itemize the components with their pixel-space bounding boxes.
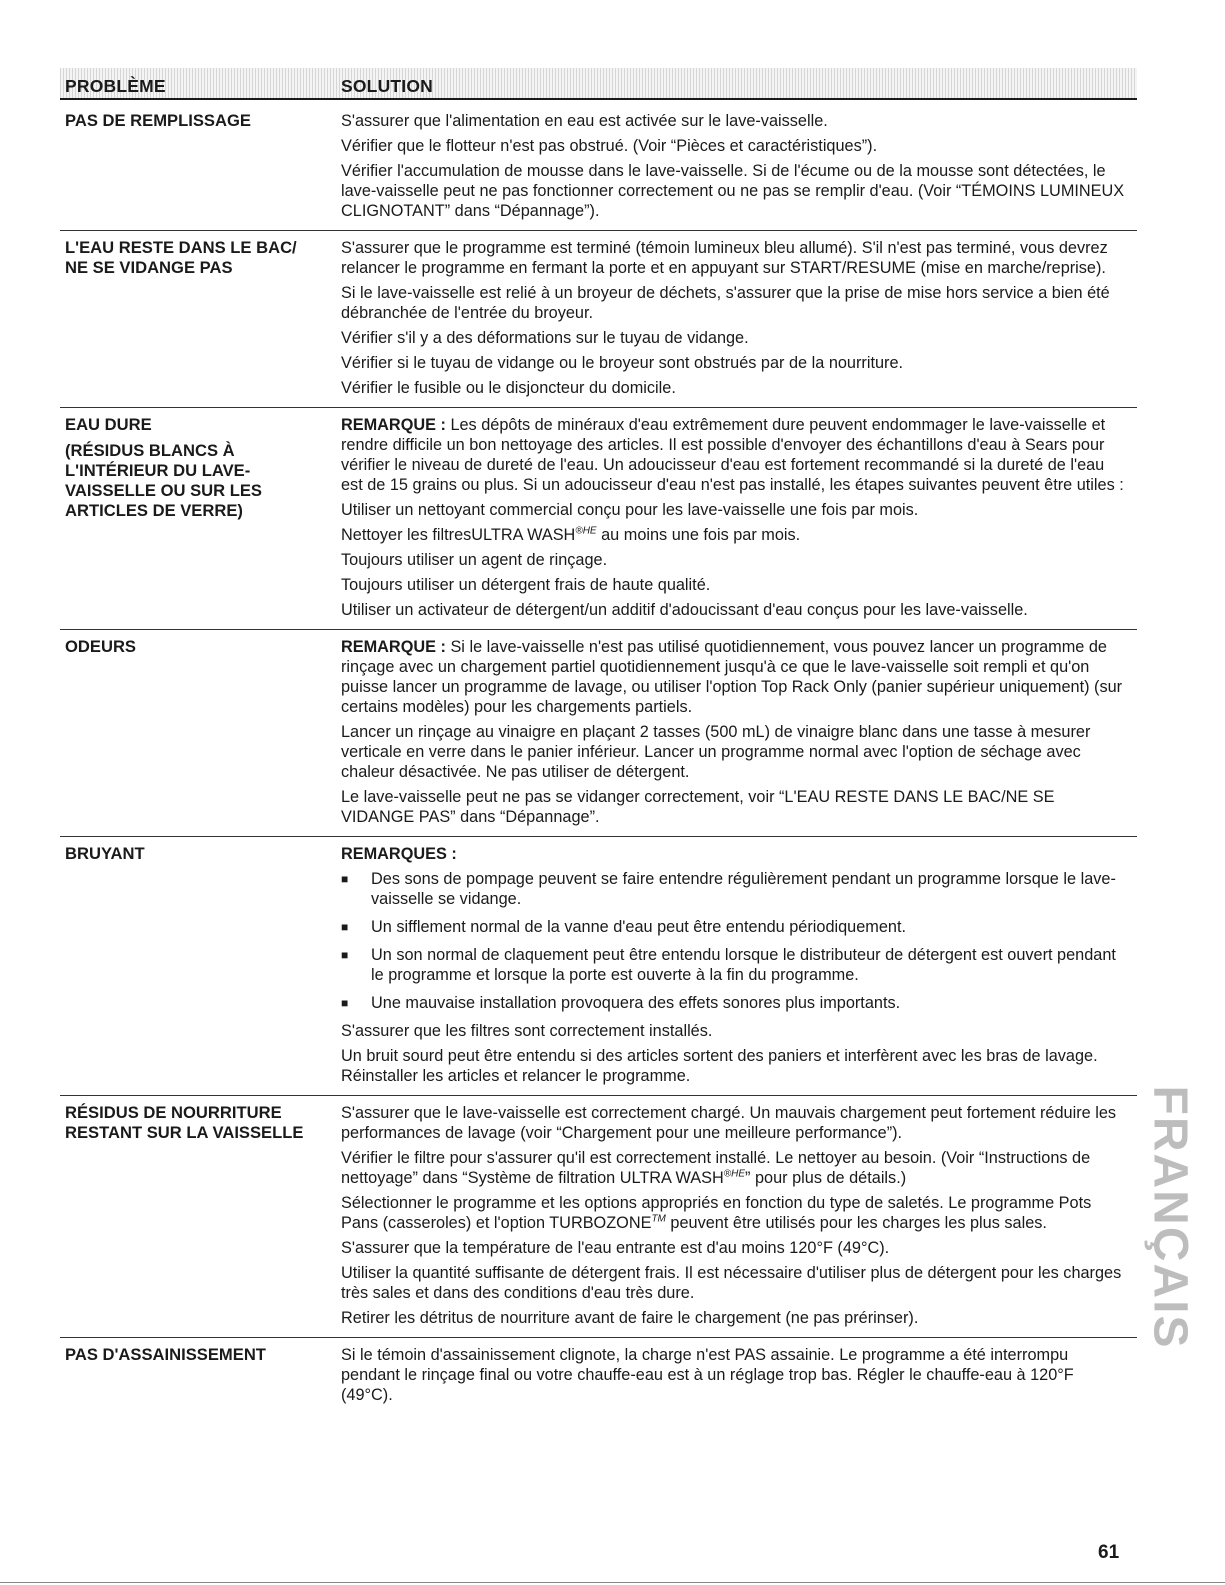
solution-paragraph: Si le témoin d'assainissement clignote, la charge n'est PAS assainie. Le programme a été interrompu pendant le rinçage final ou votre chauffe-eau est à un réglage trop bas. Régler le chauffe-eau à 120°F (49°C). (341, 1346, 1074, 1404)
troubleshooting-table (60, 111, 1137, 1421)
note-text: Les dépôts de minéraux d'eau extrêmement dure peuvent endommager le lave-vaisselle et rendre difficile un bon nettoyage des articles. Il est possible d'envoyer des échantillons d'eau à Sears pour vérifier le niveau de dureté de l'eau. Un adoucisseur d'eau est fortement recommandé si la dureté de l'eau est de 15 grains ou plus. Si un adoucisseur d'eau n'est pas installé, les étapes suivantes peuvent être utiles : (341, 416, 1124, 494)
solution-paragraph: Vérifier si le tuyau de vidange ou le broyeur sont obstrués par de la nourriture. (341, 354, 904, 372)
list-item: ■ Un sifflement normal de la vanne d'eau peut être entendu périodiquement. (341, 917, 1129, 937)
problem-cell (60, 1103, 341, 1333)
solution-paragraph: Utiliser un nettoyant commercial conçu pour les lave-vaisselle une fois par mois. (341, 501, 919, 519)
problem-cell (60, 1345, 341, 1410)
solution-cell (341, 238, 1137, 403)
problem-cell (60, 238, 341, 403)
list-item: ■ Des sons de pompage peuvent se faire entendre régulièrement pendant un programme lorsque le lave-vaisselle se vidange. (341, 869, 1129, 909)
text-fragment: Vérifier le filtre pour s'assurer qu'il est correctement installé. Le nettoyer au besoin. (Voir “Instructions de nettoyage” dans “Système de filtration ULTRA WASH (341, 1149, 1091, 1187)
notes-list (341, 869, 1129, 1013)
problem-subtitle: (RÉSIDUS BLANCS À L'INTÉRIEUR DU LAVE-VAISSELLE OU SUR LES ARTICLES DE VERRE) (65, 441, 263, 520)
notes-heading: REMARQUES : (341, 845, 457, 863)
list-item: ■ Une mauvaise installation provoquera des effets sonores plus importants. (341, 993, 1129, 1013)
solution-paragraph: Un bruit sourd peut être entendu si des articles sortent des paniers et interfèrent avec les bras de lavage. Réinstaller les articles et relancer le programme. (341, 1047, 1098, 1085)
table-row (60, 1345, 1137, 1414)
solution-paragraph: Utiliser la quantité suffisante de détergent frais. Il est nécessaire d'utiliser plus de détergent pour les charges très sales et dans des conditions d'eau très dure. (341, 1264, 1122, 1302)
solution-paragraph (341, 1148, 1129, 1188)
table-row (60, 238, 1137, 408)
solution-paragraph: Si le lave-vaisselle est relié à un broyeur de déchets, s'assurer que la prise de mise hors service a bien été débranchée de l'entrée du broyeur. (341, 284, 1110, 322)
solution-paragraph: Vérifier s'il y a des déformations sur le tuyau de vidange. (341, 329, 749, 347)
list-item: ■ Un son normal de claquement peut être entendu lorsque le distributeur de détergent est ouvert pendant le programme et lorsque la porte est ouverte à la fin du programme. (341, 945, 1129, 985)
problem-cell (60, 415, 341, 625)
solution-paragraph: Utiliser un activateur de détergent/un additif d'adoucissant d'eau conçus pour les lave-vaisselle. (341, 601, 1028, 619)
solution-paragraph (341, 525, 1129, 545)
solution-paragraph: S'assurer que l'alimentation en eau est activée sur le lave-vaisselle. (341, 112, 828, 130)
solution-cell (341, 637, 1137, 832)
bottom-divider (0, 1582, 1225, 1583)
solution-cell (341, 415, 1137, 625)
problem-cell (60, 111, 341, 226)
text-fragment: ” pour plus de détails.) (745, 1169, 907, 1187)
table-header (60, 68, 1137, 100)
table-row (60, 844, 1137, 1096)
table-row (60, 1103, 1137, 1338)
solution-paragraph: Retirer les détritus de nourriture avant de faire le chargement (ne pas prérinser). (341, 1309, 919, 1327)
problem-column-header: PROBLÈME (65, 76, 166, 96)
solution-paragraph: Vérifier le fusible ou le disjoncteur du domicile. (341, 379, 676, 397)
text-fragment: Nettoyer les filtresULTRA WASH (341, 526, 576, 544)
solution-paragraph: Toujours utiliser un agent de rinçage. (341, 551, 608, 569)
problem-title: L'EAU RESTE DANS LE BAC/ NE SE VIDANGE PAS (65, 238, 297, 277)
text-fragment: au moins une fois par mois. (596, 526, 801, 544)
solution-paragraph: Lancer un rinçage au vinaigre en plaçant 2 tasses (500 mL) de vinaigre blanc dans une tasse à mesurer verticale en verre dans le panier inférieur. Lancer un programme normal avec l'option de séchage avec chaleur désactivée. Ne pas utiliser de détergent. (341, 723, 1091, 781)
problem-title: BRUYANT (65, 844, 145, 863)
solution-paragraph: S'assurer que le lave-vaisselle est correctement chargé. Un mauvais chargement peut fortement réduire les performances de lavage (voir “Chargement pour une meilleure performance”). (341, 1104, 1117, 1142)
trademark-mark: TM (651, 1213, 666, 1225)
solution-paragraph: S'assurer que la température de l'eau entrante est d'au moins 120°F (49°C). (341, 1239, 890, 1257)
solution-cell (341, 1103, 1137, 1333)
solution-paragraph: S'assurer que les filtres sont correctement installés. (341, 1022, 713, 1040)
solution-column-header: SOLUTION (341, 76, 434, 96)
side-label: FRANÇAIS (1143, 1085, 1197, 1350)
solution-cell (341, 844, 1137, 1091)
problem-cell (60, 844, 341, 1091)
problem-cell (60, 637, 341, 832)
solution-cell (341, 1345, 1137, 1410)
trademark-mark: ®HE (575, 525, 597, 537)
note-paragraph (341, 637, 1129, 717)
note-paragraph (341, 415, 1129, 495)
solution-paragraph (341, 1193, 1129, 1233)
problem-title: PAS D'ASSAINISSEMENT (65, 1345, 266, 1364)
solution-paragraph: Vérifier que le flotteur n'est pas obstrué. (Voir “Pièces et caractéristiques”). (341, 137, 878, 155)
problem-title: EAU DURE (65, 415, 152, 434)
text-fragment: peuvent être utilisés pour les charges les plus sales. (665, 1214, 1047, 1232)
problem-title: RÉSIDUS DE NOURRITURE RESTANT SUR LA VAISSELLE (65, 1103, 304, 1142)
note-label: REMARQUE : (341, 638, 446, 656)
table-row (60, 111, 1137, 231)
solution-paragraph: Le lave-vaisselle peut ne pas se vidanger correctement, voir “L'EAU RESTE DANS LE BAC/NE SE VIDANGE PAS” dans “Dépannage”. (341, 788, 1055, 826)
language-side-tab (1143, 1070, 1197, 1350)
solution-paragraph: Toujours utiliser un détergent frais de haute qualité. (341, 576, 711, 594)
problem-title: ODEURS (65, 637, 136, 656)
text-fragment: Sélectionner le programme et les options appropriés en fonction du type de saletés. Le programme Pots Pans (casseroles) et l'option TURBOZONE (341, 1194, 1092, 1232)
solution-cell (341, 111, 1137, 226)
solution-paragraph: S'assurer que le programme est terminé (témoin lumineux bleu allumé). S'il n'est pas terminé, vous devrez relancer le programme en fermant la porte et en appuyant sur START/RESUME (mise en marche/reprise). (341, 239, 1108, 277)
note-text: Si le lave-vaisselle n'est pas utilisé quotidiennement, vous pouvez lancer un programme de rinçage avec un chargement partiel quotidiennement jusqu'à ce que le lave-vaisselle soit rempli et qu'on puisse lancer un programme de lavage, ou utiliser l'option Top Rack Only (panier supérieur uniquement) (sur certains modèles) pour les chargements partiels. (341, 638, 1123, 716)
note-label: REMARQUE : (341, 416, 446, 434)
table-row (60, 415, 1137, 630)
table-row (60, 637, 1137, 837)
trademark-mark: ®HE (723, 1168, 746, 1180)
page-number: 61 (1098, 1542, 1120, 1563)
problem-title: PAS DE REMPLISSAGE (65, 111, 251, 130)
solution-paragraph: Vérifier l'accumulation de mousse dans le lave-vaisselle. Si de l'écume ou de la mousse sont détectées, le lave-vaisselle peut ne pas fonctionner correctement ou ne pas se remplir d'eau. (Voir “TÉMOINS LUMINEUX CLIGNOTANT” dans “Dépannage”). (341, 162, 1125, 220)
